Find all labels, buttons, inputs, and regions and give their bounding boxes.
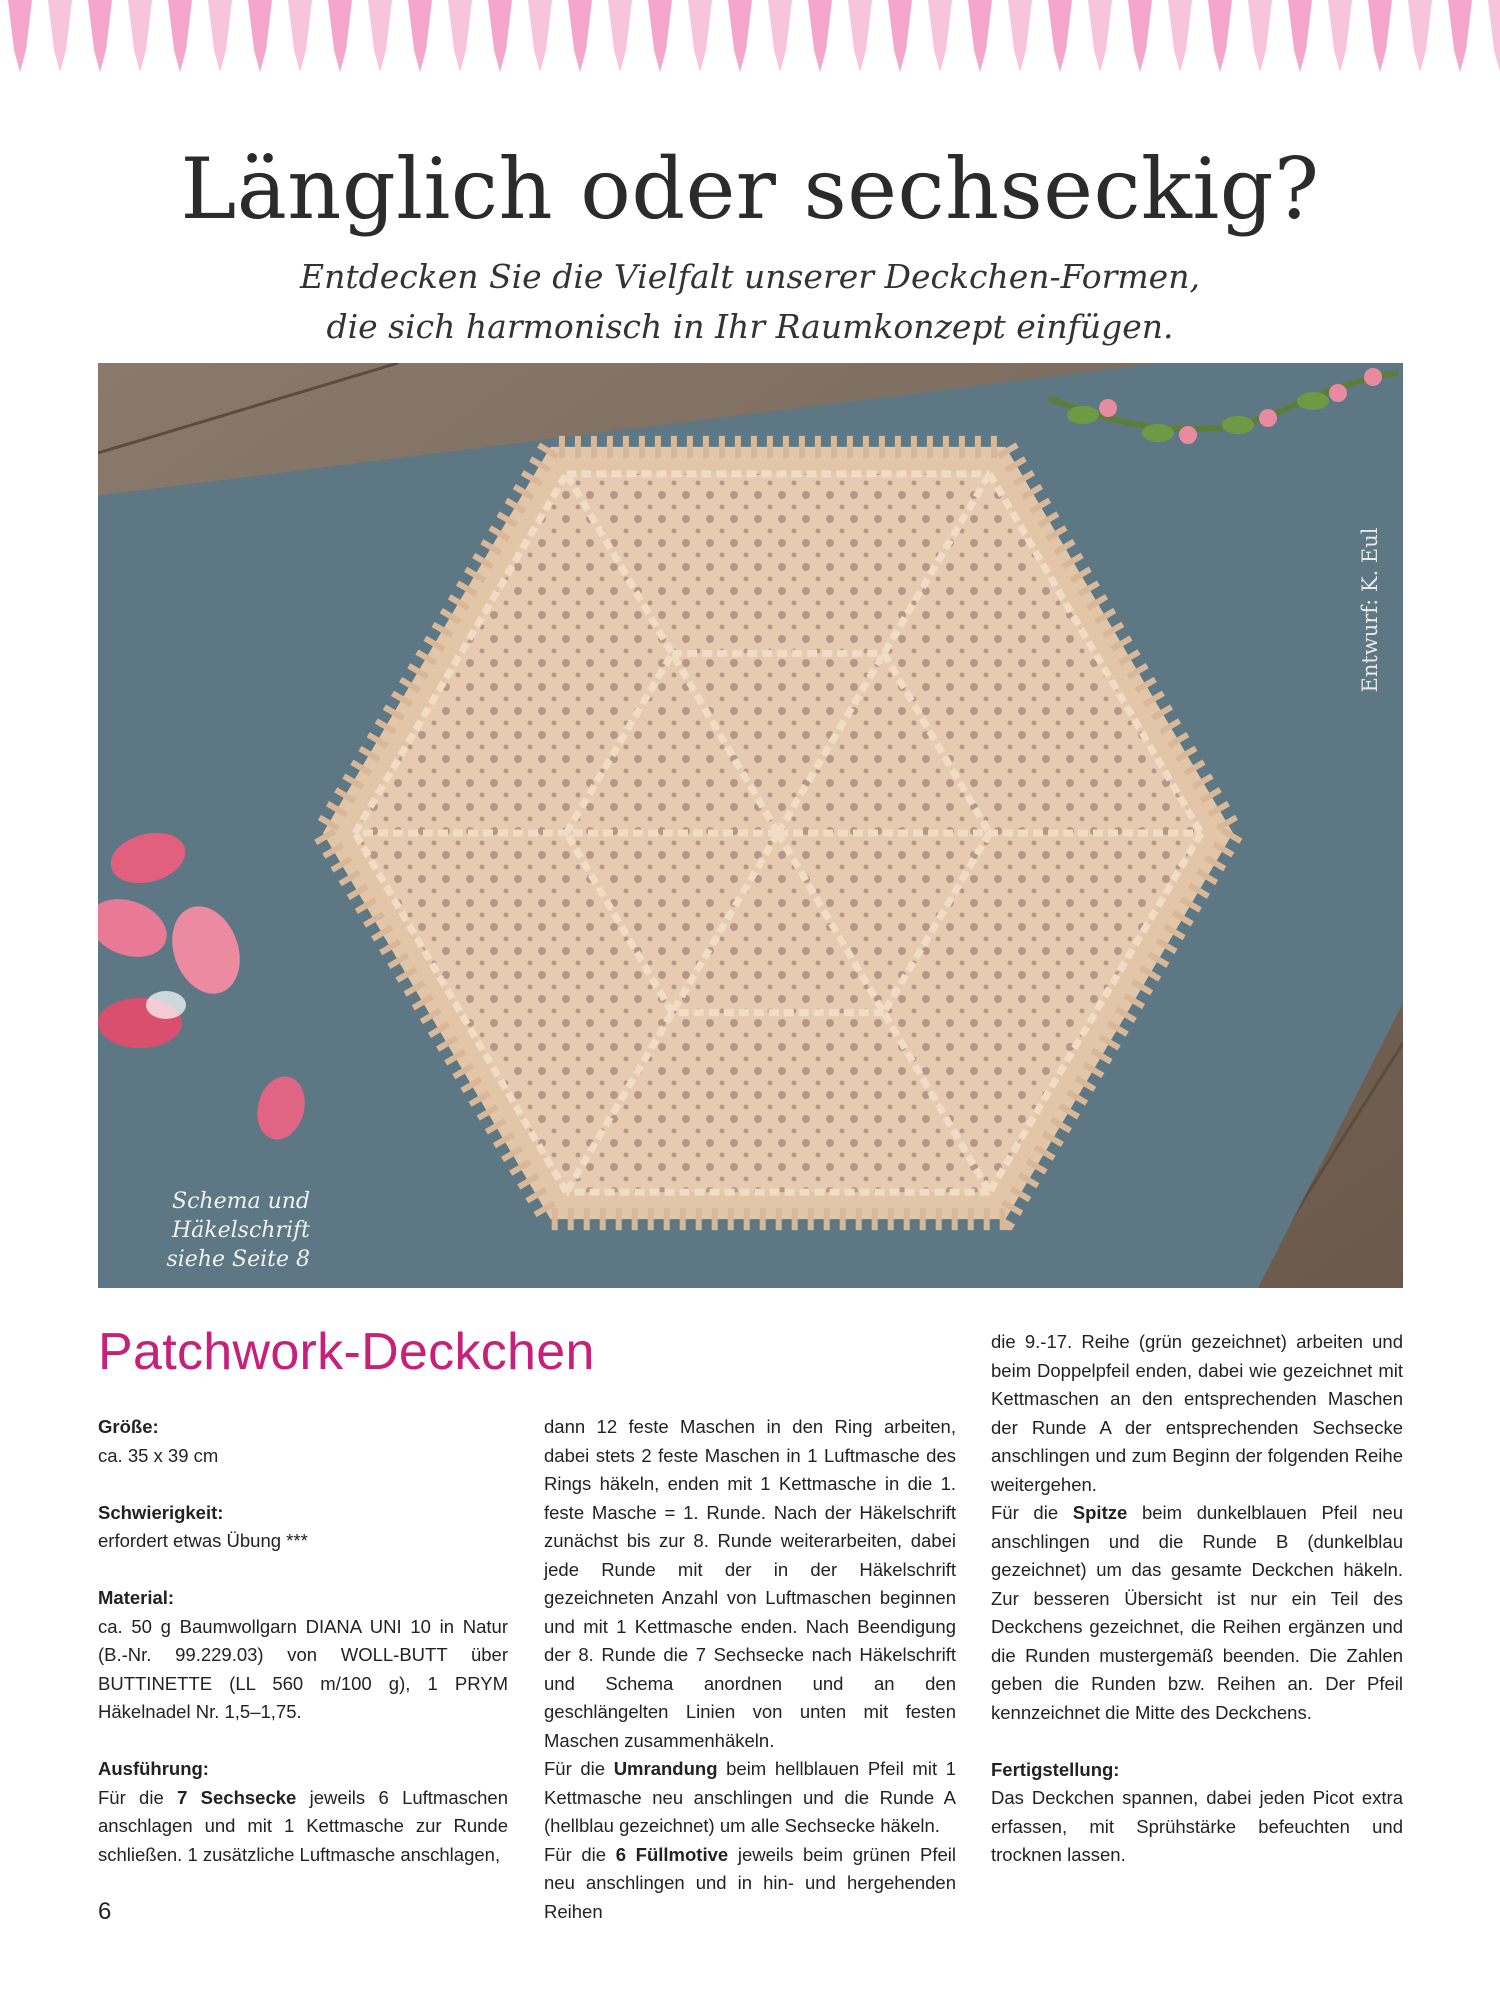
execution-heading: Ausführung: (98, 1758, 209, 1779)
page-title: Länglich oder sechseckig? (180, 140, 1320, 238)
design-credit: Entwurf: K. Eul (1358, 527, 1382, 693)
text-column-3 (991, 1328, 1403, 1870)
page-number: 6 (98, 1898, 112, 1925)
material-heading: Material: (98, 1587, 175, 1608)
fill-motif-instructions: Für die 6 Füllmotive jeweils beim grünen Pfeil neu anschlingen und in hin- und hergehenden Reihen (544, 1843, 956, 1922)
doily-photo (98, 363, 1403, 1288)
rows-paragraph: die 9.-17. Reihe (grün gezeichnet) arbeiten und beim Doppelpfeil enden, dabei wie gezeichnet mit Kettmaschen an den entsprechenden Maschen der Runde A der entsprechenden Sechsecke anschlingen und zum Beginn der folgenden Reihe weitergehen. (991, 1331, 1403, 1495)
subtitle-line-2: die sich harmonisch in Ihr Raumkonzept einfügen. (326, 307, 1174, 346)
article-title: Patchwork-Deckchen (98, 1323, 595, 1381)
subtitle-line-1: Entdecken Sie die Vielfalt unserer Deckchen-Formen, (300, 257, 1200, 296)
size-text: ca. 35 x 39 cm (98, 1444, 219, 1466)
border-instructions: Für die Umrandung beim hellblauen Pfeil mit 1 Kettmasche neu anschlingen und die Runde A (hellblau gezeichnet) um alle Sechsecke häkeln. (544, 1758, 956, 1836)
schema-line-3: siehe Seite 8 (166, 1247, 310, 1272)
text-column-1 (98, 1413, 508, 1869)
schema-line-1: Schema und (172, 1189, 310, 1214)
material-text: ca. 50 g Baumwollgarn DIANA UNI 10 in Natur (B.-Nr. 99.229.03) von WOLL-BUTT über BUTTINETTE (LL 560 m/100 g), 1 PRYM Häkelnadel Nr. 1,5–1,75. (98, 1615, 508, 1722)
tip-instructions: Für die Spitze beim dunkelblauen Pfeil neu anschlingen und die Runde B (dunkelblau gezeichnet) um das gesamte Deckchen häkeln. Zur besseren Übersicht ist nur ein Teil des Deckchens gezeichnet, die Reihen ergänzen und die Runden mustergemäß beenden. Die Zahlen geben die Runden bzw. Reihen an. Der Pfeil kennzeichnet die Mitte des Deckchens. (991, 1502, 1403, 1723)
instructions-paragraph: dann 12 feste Maschen in den Ring arbeiten, dabei stets 2 feste Maschen in 1 Luftmasche des Rings häkeln, enden mit 1 Kettmasche in die 1. feste Masche = 1. Runde. Nach der Häkelschrift zunächst bis zur 8. Runde weiterarbeiten, dabei jede Runde mit der in der Häkelschrift gezeichneten Anzahl von Luftmaschen beginnen und mit 1 Kettmasche enden. Nach Beendigung der 8. Runde die 7 Sechsecke nach Häkelschrift und Schema anordnen und an den geschlängelten Linien von unten mit festen Maschen zusammenhäkeln. (544, 1416, 956, 1751)
schema-line-2: Häkelschrift (171, 1218, 310, 1243)
decorative-banner (0, 0, 1500, 90)
doily-illustration (98, 363, 1403, 1288)
page-subtitle (0, 252, 1500, 352)
finish-text: Das Deckchen spannen, dabei jeden Picot extra erfassen, mit Sprühstärke befeuchten und trocknen lassen. (991, 1787, 1403, 1865)
size-heading: Größe: (98, 1416, 159, 1437)
difficulty-text: erfordert etwas Übung *** (98, 1530, 308, 1551)
schema-reference (110, 1187, 310, 1274)
difficulty-heading: Schwierigkeit: (98, 1501, 224, 1523)
text-column-2 (544, 1413, 956, 1926)
execution-text: Für die 7 Sechsecke jeweils 6 Luftmaschen anschlagen und mit 1 Kettmasche zur Runde schließen. 1 zusätzliche Luftmasche anschlagen, (98, 1786, 508, 1865)
finish-heading: Fertigstellung: (991, 1758, 1120, 1780)
